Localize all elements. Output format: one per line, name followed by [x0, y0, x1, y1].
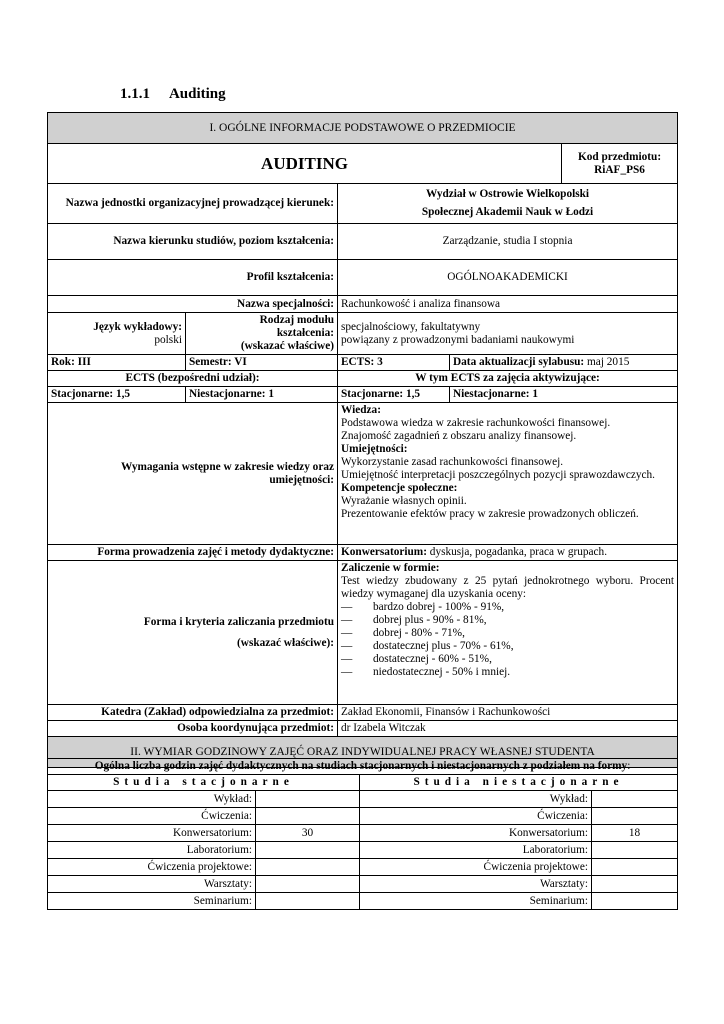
- part-time-header: Studia niestacjonarne: [360, 775, 678, 791]
- update-label: Data aktualizacji sylabusu:: [453, 356, 585, 368]
- coordinator-value: dr Izabela Witczak: [338, 721, 678, 737]
- hours-intro-row: [48, 759, 678, 775]
- criteria-value: [338, 561, 678, 705]
- grade-text: dostatecznej - 60% - 51%,: [373, 653, 492, 665]
- hours-intro-colon: :: [627, 760, 631, 772]
- grade-text: dostatecznej plus - 70% - 61%,: [373, 640, 514, 652]
- heading-title: Auditing: [168, 86, 226, 102]
- unit-row: [48, 184, 678, 224]
- hours-full-value: [256, 893, 360, 910]
- hours-table: [47, 758, 678, 910]
- prerequisites-label-line-2: umiejętności:: [269, 473, 334, 486]
- field-value: Zarządzanie, studia I stopnia: [338, 224, 678, 260]
- hours-part-value: [592, 791, 678, 808]
- module-label-line-3: (wskazać właściwe): [240, 340, 334, 352]
- prerequisites-label-line-1: Wymagania wstępne w zakresie wiedzy oraz: [120, 460, 334, 473]
- specialty-label: Nazwa specjalności:: [48, 296, 338, 313]
- hours-row: [48, 791, 678, 808]
- language-label: Język wykładowy:: [93, 320, 182, 333]
- ects-full-time-active: Stacjonarne: 1,5: [338, 387, 450, 403]
- criteria-row: [48, 561, 678, 705]
- module-value-line-1: specjalnościowy, fakultatywny: [341, 320, 481, 333]
- language-value: polski: [154, 333, 182, 346]
- year: Rok: III: [48, 355, 186, 371]
- profile-value: OGÓLNOAKADEMICKI: [338, 260, 678, 296]
- social-line-1: Wyrażanie własnych opinii.: [341, 495, 467, 507]
- hours-row: [48, 893, 678, 910]
- hours-row: [48, 825, 678, 842]
- module-label-line-1: Rodzaj modułu: [259, 314, 334, 326]
- criteria-label-line-2: (wskazać właściwe):: [237, 636, 334, 649]
- hours-form-full: Laboratorium:: [48, 842, 256, 859]
- grade-item: — dostatecznej plus - 70% - 61%,: [341, 640, 514, 652]
- knowledge-line-2: Znajomość zagadnień z obszaru analizy finansowej.: [341, 430, 577, 442]
- hours-full-value: [256, 808, 360, 825]
- methods-value-heading: Konwersatorium:: [341, 546, 427, 558]
- heading-number: 1.1.1: [120, 86, 150, 102]
- knowledge-line-1: Podstawowa wiedza w zakresie rachunkowości finansowej.: [341, 417, 611, 429]
- unit-value: [338, 184, 678, 224]
- hours-row: [48, 808, 678, 825]
- grade-text: dobrej plus - 90% - 81%,: [373, 614, 487, 626]
- grade-item: — bardzo dobrej - 100% - 91%,: [341, 601, 505, 613]
- methods-row: [48, 545, 678, 561]
- criteria-text: Test wiedzy zbudowany z 25 pytań jednokrotnego wyboru. Procent wiedzy wymaganej dla uzyskania oceny:: [341, 575, 675, 600]
- hours-part-value: 18: [592, 825, 678, 842]
- semester: Semestr: VI: [186, 355, 338, 371]
- hours-form-part: Wykład:: [360, 791, 592, 808]
- hours-row: [48, 876, 678, 893]
- ects-active-label: W tym ECTS za zajęcia aktywizujące:: [338, 371, 678, 387]
- hours-form-part: Laboratorium:: [360, 842, 592, 859]
- field-row: [48, 224, 678, 260]
- module-label: [186, 313, 338, 355]
- hours-form-part: Seminarium:: [360, 893, 592, 910]
- coordinator-row: [48, 721, 678, 737]
- hours-full-value: [256, 876, 360, 893]
- grade-item: — dostatecznej - 60% - 51%,: [341, 653, 492, 665]
- hours-part-value: [592, 876, 678, 893]
- section-heading: [120, 86, 226, 103]
- criteria-label: [48, 561, 338, 705]
- section-2-header: II. WYMIAR GODZINOWY ZAJĘĆ ORAZ INDYWIDUALNEJ PRACY WŁASNEJ STUDENTA: [48, 737, 678, 768]
- hours-form-full: Seminarium:: [48, 893, 256, 910]
- criteria-heading: Zaliczenie w formie:: [341, 562, 440, 574]
- skills-heading: Umiejętności:: [341, 443, 408, 455]
- hours-part-value: [592, 808, 678, 825]
- field-label: Nazwa kierunku studiów, poziom kształcenia:: [48, 224, 338, 260]
- department-row: [48, 705, 678, 721]
- course-title-row: [48, 144, 678, 184]
- hours-form-full: Konwersatorium:: [48, 825, 256, 842]
- module-value: [338, 313, 678, 355]
- section-1-header: I. OGÓLNE INFORMACJE PODSTAWOWE O PRZEDMIOCIE: [48, 113, 678, 144]
- ects-direct-label: ECTS (bezpośredni udział):: [48, 371, 338, 387]
- knowledge-heading: Wiedza:: [341, 404, 381, 416]
- skills-line-2: Umiejętność interpretacji poszczególnych pozycji sprawozdawczych.: [341, 469, 655, 481]
- hours-form-part: Ćwiczenia projektowe:: [360, 859, 592, 876]
- grade-item: — dobrej - 80% - 71%,: [341, 627, 465, 639]
- ects-part-time-active: Niestacjonarne: 1: [450, 387, 678, 403]
- hours-form-part: Konwersatorium:: [360, 825, 592, 842]
- prerequisites-label: [48, 403, 338, 545]
- course-name: AUDITING: [48, 144, 562, 184]
- specialty-value: Rachunkowość i analiza finansowa: [338, 296, 678, 313]
- section-1-row: [48, 113, 678, 144]
- hours-intro-text: Ogólna liczba godzin zajęć dydaktycznych na studiach stacjonarnych i niestacjonarnych z podziałem na formy: [94, 760, 628, 772]
- prerequisites-row: [48, 403, 678, 545]
- grade-item: — dobrej plus - 90% - 81%,: [341, 614, 487, 626]
- grade-text: niedostatecznej - 50% i mniej.: [373, 666, 511, 678]
- language-cell: [48, 313, 186, 355]
- grade-item: — niedostatecznej - 50% i mniej.: [341, 666, 511, 678]
- hours-form-full: Warsztaty:: [48, 876, 256, 893]
- profile-row: [48, 260, 678, 296]
- language-module-row: [48, 313, 678, 355]
- department-label: Katedra (Zakład) odpowiedzialna za przedmiot:: [48, 705, 338, 721]
- hours-intro: [48, 759, 678, 775]
- hours-form-full: Ćwiczenia:: [48, 808, 256, 825]
- syllabus-table: [47, 112, 678, 768]
- course-code-cell: [562, 144, 678, 184]
- unit-value-line-1: Wydział w Ostrowie Wielkopolski: [425, 188, 590, 200]
- hours-form-full: Wykład:: [48, 791, 256, 808]
- hours-row: [48, 842, 678, 859]
- unit-value-line-2: Społecznej Akademii Nauk w Łodzi: [421, 206, 594, 218]
- methods-value-text: dyskusja, pogadanka, praca w grupach.: [429, 546, 608, 558]
- hours-row: [48, 859, 678, 876]
- department-value: Zakład Ekonomii, Finansów i Rachunkowości: [338, 705, 678, 721]
- course-code: RiAF_PS6: [594, 163, 645, 176]
- social-heading: Kompetencje społeczne:: [341, 482, 458, 494]
- course-code-label: Kod przedmiotu:: [577, 150, 662, 163]
- module-value-line-2: powiązany z prowadzonymi badaniami naukowymi: [341, 333, 575, 346]
- methods-label: Forma prowadzenia zajęć i metody dydaktyczne:: [48, 545, 338, 561]
- hours-part-value: [592, 893, 678, 910]
- grade-text: dobrej - 80% - 71%,: [373, 627, 465, 639]
- ects-values-row: [48, 387, 678, 403]
- specialty-row: [48, 296, 678, 313]
- hours-form-part: Warsztaty:: [360, 876, 592, 893]
- full-time-header: Studia stacjonarne: [48, 775, 360, 791]
- update-cell: [450, 355, 678, 371]
- criteria-label-line-1: Forma i kryteria zaliczania przedmiotu: [143, 615, 334, 628]
- hours-full-value: [256, 859, 360, 876]
- prerequisites-value: [338, 403, 678, 545]
- coordinator-label: Osoba koordynująca przedmiot:: [48, 721, 338, 737]
- hours-header-row: [48, 775, 678, 791]
- ects-part-time-direct: Niestacjonarne: 1: [186, 387, 338, 403]
- methods-value: [338, 545, 678, 561]
- unit-label: Nazwa jednostki organizacyjnej prowadzącej kierunek:: [48, 184, 338, 224]
- ects-header-row: [48, 371, 678, 387]
- year-row: [48, 355, 678, 371]
- hours-full-value: [256, 791, 360, 808]
- hours-form-full: Ćwiczenia projektowe:: [48, 859, 256, 876]
- hours-full-value: 30: [256, 825, 360, 842]
- hours-full-value: [256, 842, 360, 859]
- hours-part-value: [592, 859, 678, 876]
- ects: ECTS: 3: [338, 355, 450, 371]
- ects-full-time-direct: Stacjonarne: 1,5: [48, 387, 186, 403]
- hours-part-value: [592, 842, 678, 859]
- social-line-2: Prezentowanie efektów pracy w zakresie prowadzonych obliczeń.: [341, 508, 639, 520]
- update-value: maj 2015: [587, 356, 630, 368]
- module-label-line-2: kształcenia:: [276, 327, 334, 339]
- grade-text: bardzo dobrej - 100% - 91%,: [373, 601, 505, 613]
- hours-form-part: Ćwiczenia:: [360, 808, 592, 825]
- skills-line-1: Wykorzystanie zasad rachunkowości finansowej.: [341, 456, 564, 468]
- profile-label: Profil kształcenia:: [48, 260, 338, 296]
